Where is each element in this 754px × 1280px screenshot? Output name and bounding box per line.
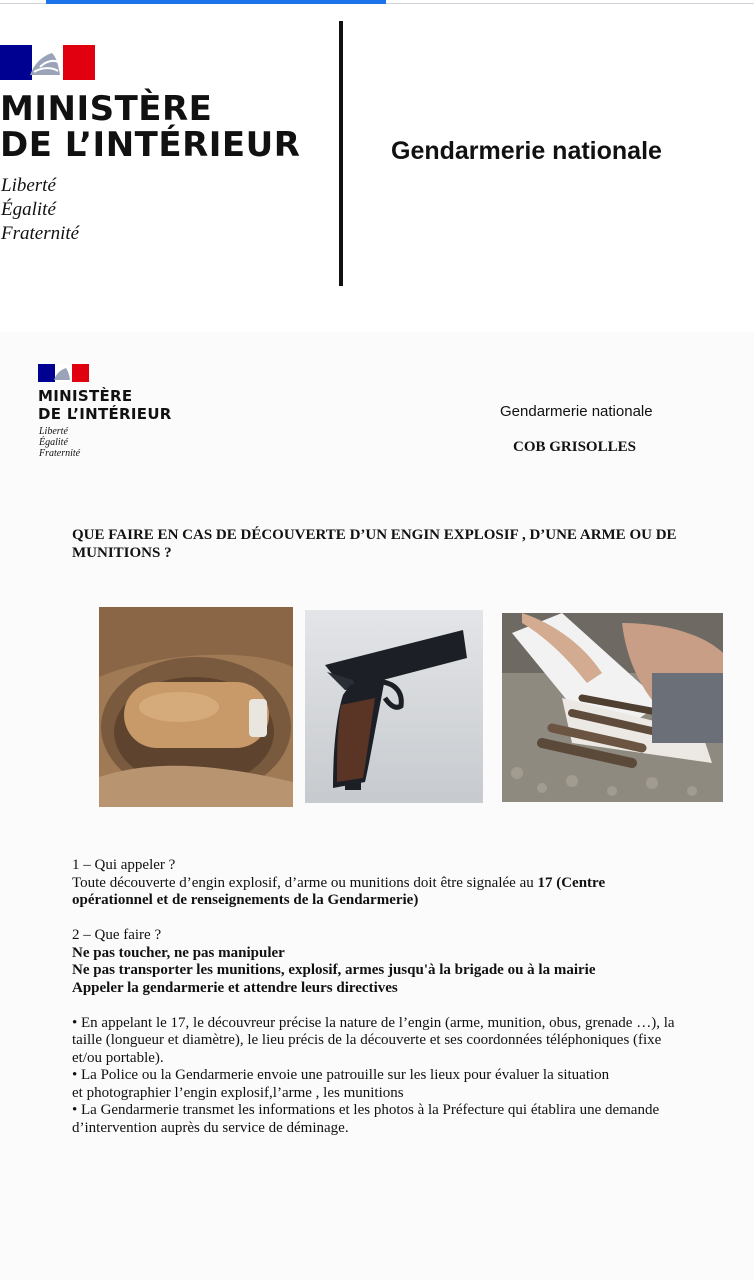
- link-underline[interactable]: [46, 0, 386, 4]
- section1-text: [72, 875, 682, 910]
- ministry-small-line-1: MINISTÈRE: [38, 387, 133, 405]
- rule-call-text: Appeler la gendarmerie et attendre leurs directives: [72, 979, 398, 996]
- motto-liberte: Liberté: [1, 175, 56, 196]
- pistol-photo: [305, 610, 483, 803]
- rule-no-transport: [72, 962, 682, 980]
- gendarmerie-title-large: Gendarmerie nationale: [391, 137, 662, 165]
- rule-call: [72, 980, 682, 998]
- marianne-logo-large: [0, 45, 95, 80]
- marianne-logo-small: [38, 364, 89, 382]
- bullet-3-line-2: d’intervention auprès du service de déminage.: [72, 1119, 349, 1136]
- unexploded-bomb-photo: [99, 607, 293, 807]
- motto-small-liberte: Liberté: [39, 426, 68, 437]
- ministry-small-line-2: DE L’INTÉRIEUR: [38, 405, 172, 423]
- top-link-strip: [0, 0, 754, 4]
- motto-fraternite: Fraternité: [1, 223, 80, 244]
- emergency-number: 17 (Centre opérationnel et de renseignements de la Gendarmerie): [72, 874, 606, 908]
- motto-egalite: Égalité: [1, 199, 56, 220]
- section2-heading: 2 – Que faire ?: [72, 927, 162, 943]
- section1-body: Toute découverte d’engin explosif, d’arme ou munitions doit être signalée au: [72, 874, 538, 891]
- unit-name: COB GRISOLLES: [513, 439, 636, 455]
- bullet-1-line-2: taille (longueur et diamètre), le lieu précis de la découverte et ses coordonnées téléphoniques (fixe et/ou portable).: [72, 1032, 662, 1066]
- gendarmerie-title-small: Gendarmerie nationale: [500, 403, 653, 420]
- ministry-name-large: [0, 91, 300, 163]
- rule-no-transport-text: Ne pas transporter les munitions, explosif, armes jusqu'à la brigade ou à la mairie: [72, 962, 596, 978]
- bullet-1-line-1: • En appelant le 17, le découvreur précise la nature de l’engin (arme, munition, obus, grenade …), la: [72, 1014, 675, 1031]
- section1-heading: 1 – Qui appeler ?: [72, 857, 176, 873]
- bullet-2-line-2: et photographier l’engin explosif,l’arme , les munitions: [72, 1084, 404, 1101]
- bullet-3-line-1: • La Gendarmerie transmet les informations et les photos à la Préfecture qui établira une demande: [72, 1102, 660, 1118]
- ministry-line-2: DE L’INTÉRIEUR: [0, 125, 301, 165]
- document-title: QUE FAIRE EN CAS DE DÉCOUVERTE D’UN ENGIN EXPLOSIF , D’UNE ARME OU DE MUNITIONS ?: [72, 527, 677, 561]
- header-divider: [339, 21, 343, 286]
- motto-small-fraternite: Fraternité: [39, 448, 81, 459]
- ministry-name-small: [38, 387, 172, 423]
- bullet-2-line-1: • La Police ou la Gendarmerie envoie une patrouille sur les lieux pour évaluer la situation: [72, 1067, 610, 1083]
- ministry-line-1: MINISTÈRE: [0, 89, 213, 129]
- munitions-photo: [502, 613, 723, 802]
- instructions-text: [72, 857, 682, 1137]
- republic-motto-small: [39, 426, 80, 459]
- motto-small-egalite: Égalité: [39, 437, 68, 448]
- republic-motto-large: [1, 174, 79, 246]
- rule-no-touch-text: Ne pas toucher, ne pas manipuler: [72, 944, 285, 961]
- rule-no-touch: [72, 945, 682, 963]
